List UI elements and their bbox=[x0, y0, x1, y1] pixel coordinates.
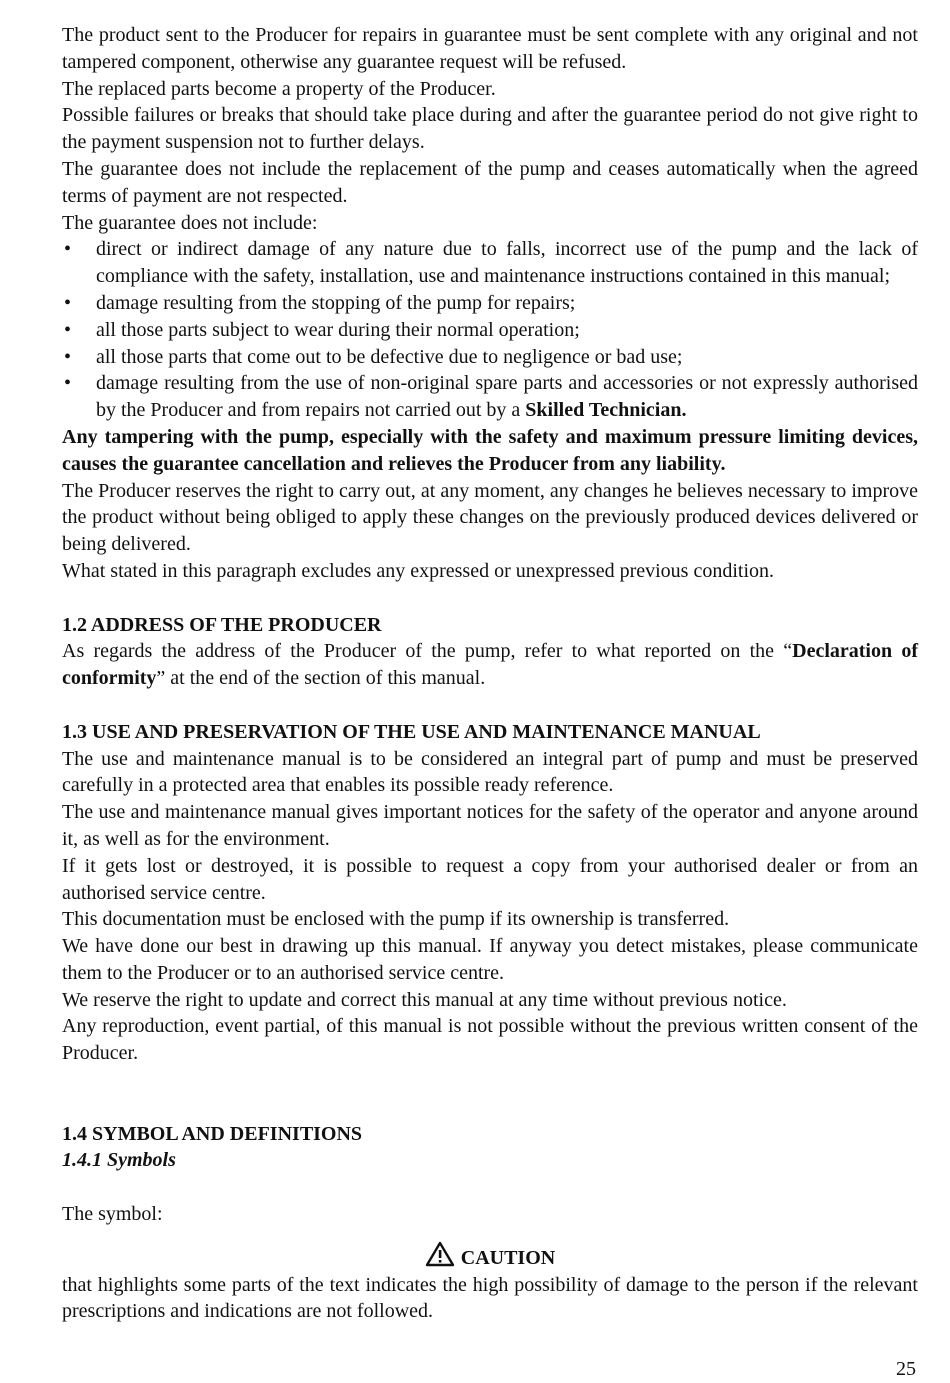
paragraph: We have done our best in drawing up this manual. If anyway you detect mistakes, please communicate them to the Producer or to an authorised service centre. bbox=[62, 935, 918, 984]
section-heading-1-2: 1.2 ADDRESS OF THE PRODUCER bbox=[62, 613, 382, 636]
bullet-icon: • bbox=[64, 291, 72, 314]
paragraph: Any reproduction, event partial, of this manual is not possible without the previous written consent of the Producer. bbox=[62, 1015, 918, 1065]
paragraph: As regards the address of the Producer of the pump, refer to what reported on the “Declaration of conformity” at the end of the section of this manual. bbox=[62, 640, 918, 690]
document-page bbox=[62, 22, 918, 1325]
paragraph: The Producer reserves the right to carry out, at any moment, any changes he believes necessary to improve the product without being obliged to apply these changes on the previously produced devices delivered or being delivered. bbox=[62, 479, 918, 556]
subsection-heading: 1.4.1 Symbols bbox=[62, 1149, 176, 1172]
warning-triangle-icon bbox=[425, 1241, 455, 1267]
paragraph: If it gets lost or destroyed, it is possible to request a copy from your authorised dealer or from an authorised service centre. bbox=[62, 854, 918, 904]
paragraph: The product sent to the Producer for repairs in guarantee must be sent complete with any original and not tampered component, otherwise any guarantee request will be refused. bbox=[62, 24, 918, 73]
paragraph: The guarantee does not include: bbox=[62, 211, 318, 234]
list-item: • damage resulting from the use of non-original spare parts and accessories or not expressly authorised by the Producer and from repairs not carried out by a Skilled Technician. bbox=[64, 372, 918, 422]
list-item: • damage resulting from the stopping of the pump for repairs; bbox=[62, 290, 918, 317]
section-heading-1-3: 1.3 USE AND PRESERVATION OF THE USE AND MAINTENANCE MANUAL bbox=[62, 720, 761, 743]
page-number: 25 bbox=[896, 1358, 916, 1380]
paragraph: This documentation must be enclosed with the pump if its ownership is transferred. bbox=[62, 908, 730, 931]
caution-label: CAUTION bbox=[62, 1241, 918, 1272]
paragraph: The replaced parts become a property of the Producer. bbox=[62, 77, 496, 100]
paragraph: We reserve the right to update and correct this manual at any time without previous notice. bbox=[62, 988, 787, 1011]
list-item: • all those parts subject to wear during their normal operation; bbox=[62, 317, 918, 344]
paragraph: The symbol: bbox=[62, 1203, 163, 1226]
bullet-icon: • bbox=[64, 238, 72, 261]
declaration-term: Declaration of conformity bbox=[62, 640, 918, 690]
section-heading-1-4: 1.4 SYMBOL AND DEFINITIONS bbox=[62, 1122, 363, 1145]
paragraph: that highlights some parts of the text indicates the high possibility of damage to the person if the relevant prescriptions and indications are not followed. bbox=[62, 1273, 918, 1323]
paragraph: The guarantee does not include the replacement of the pump and ceases automatically when the agreed terms of payment are not respected. bbox=[62, 157, 918, 207]
paragraph: The use and maintenance manual is to be considered an integral part of pump and must be preserved carefully in a protected area that enables its possible ready reference. bbox=[62, 747, 918, 797]
list-item: • direct or indirect damage of any nature due to falls, incorrect use of the pump and the lack of compliance with the safety, installation, use and maintenance instructions contained in this manual; bbox=[64, 238, 918, 288]
bullet-icon: • bbox=[64, 345, 72, 368]
paragraph: The use and maintenance manual gives important notices for the safety of the operator and anyone around it, as well as for the environment. bbox=[62, 801, 918, 850]
bullet-icon: • bbox=[64, 372, 72, 395]
list-item: • all those parts that come out to be defective due to negligence or bad use; bbox=[62, 344, 918, 371]
tampering-warning: Any tampering with the pump, especially with the safety and maximum pressure limiting devices, causes the guarantee cancellation and relieves the Producer from any liability. bbox=[62, 425, 918, 475]
paragraph: What stated in this paragraph excludes any expressed or unexpressed previous condition. bbox=[62, 559, 775, 582]
skilled-technician-term: Skilled Technician. bbox=[525, 399, 687, 422]
bullet-icon: • bbox=[64, 318, 72, 341]
paragraph: Possible failures or breaks that should take place during and after the guarantee period do not give right to the payment suspension not to further delays. bbox=[62, 104, 918, 154]
exclusions-list bbox=[62, 236, 918, 424]
